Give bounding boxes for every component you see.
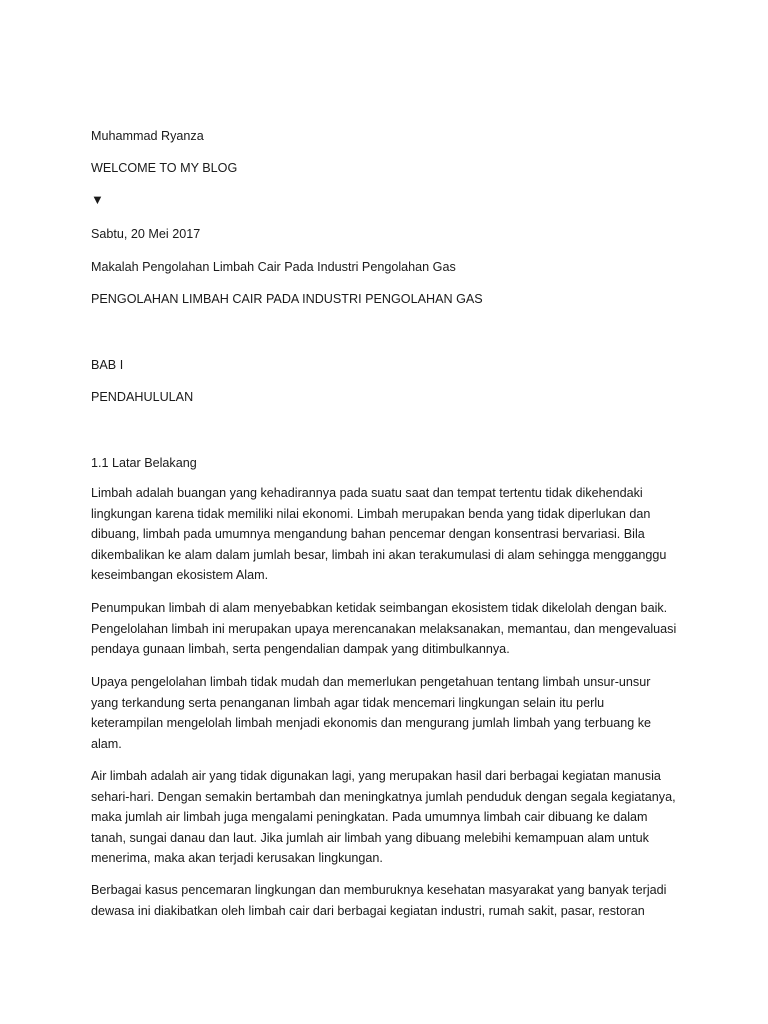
- paragraph-line: Pengelolahan limbah ini merupakan upaya merencanakan melaksanakan, memantau, dan mengevaluasi: [91, 621, 677, 636]
- paragraph-line: maka jumlah air limbah juga mengalami peningkatan. Pada umumnya limbah cair dibuang ke dalam: [91, 810, 648, 824]
- paragraph-line: Berbagai kasus pencemaran lingkungan dan memburuknya kesehatan masyarakat yang banyak terjadi: [91, 883, 667, 897]
- paragraph-line: dikembalikan ke alam dalam jumlah besar, limbah ini akan terakumulasi di alam sehingga mengganggu: [91, 547, 667, 562]
- document-title: PENGOLAHAN LIMBAH CAIR PADA INDUSTRI PENGOLAHAN GAS: [91, 292, 483, 306]
- paragraph-line: keseimbangan ekosistem Alam.: [91, 568, 269, 582]
- paragraph-line: menerima, maka akan terjadi kerusakan lingkungan.: [91, 851, 383, 865]
- section-heading: 1.1 Latar Belakang: [91, 456, 197, 470]
- paragraph-line: Upaya pengelolahan limbah tidak mudah dan memerlukan pengetahuan tentang limbah unsur-unsur: [91, 675, 651, 689]
- paragraph-line: lingkungan karena tidak memiliki nilai ekonomi. Limbah merupakan benda yang tidak diperlukan dan: [91, 506, 651, 521]
- author-name: Muhammad Ryanza: [91, 129, 204, 143]
- paragraph-3: [91, 672, 651, 754]
- paragraph-1: [91, 483, 666, 586]
- paragraph-line: sehari-hari. Dengan semakin bertambah dan meningkatnya jumlah penduduk dengan segala kegiatanya,: [91, 789, 676, 804]
- paragraph-line: tanah, sungai danau dan laut. Jika jumlah air limbah yang dibuang melebihi kemampuan alam untuk: [91, 830, 649, 845]
- paragraph-line: keterampilan mengelolah limbah menjadi ekonomis dan mengurang jumlah limbah yang terbuang ke: [91, 716, 652, 730]
- post-title: Makalah Pengolahan Limbah Cair Pada Industri Pengolahan Gas: [91, 260, 456, 274]
- chapter-title: PENDAHULULAN: [91, 390, 194, 404]
- paragraph-5: [91, 880, 666, 921]
- paragraph-line: Limbah adalah buangan yang kehadirannya pada suatu saat dan tempat tertentu tidak dikehendaki: [91, 486, 643, 500]
- post-date: Sabtu, 20 Mei 2017: [91, 227, 201, 241]
- paragraph-line: pendaya gunaan limbah, serta pengendalian dampak yang ditimbulkannya.: [91, 642, 510, 656]
- paragraph-line: Air limbah adalah air yang tidak digunakan lagi, yang merupakan hasil dari berbagai kegiatan manusia: [91, 769, 661, 783]
- paragraph-2: [91, 598, 676, 660]
- paragraph-line: dibuang, limbah pada umumnya mengandung bahan pencemar dengan konsentrasi bervariasi. Bila: [91, 527, 645, 541]
- blog-title: WELCOME TO MY BLOG: [91, 161, 238, 175]
- paragraph-line: yang terkandung serta penanganan limbah agar tidak mencemari lingkungan selain itu perlu: [91, 695, 605, 710]
- paragraph-line: dewasa ini diakibatkan oleh limbah cair dari berbagai kegiatan industri, rumah sakit, pasar, restoran: [91, 903, 645, 918]
- paragraph-line: Penumpukan limbah di alam menyebabkan ketidak seimbangan ekosistem tidak dikelolah dengan baik.: [91, 601, 668, 615]
- paragraph-4: [91, 766, 676, 869]
- dropdown-arrow-icon[interactable]: ▼: [91, 192, 104, 207]
- paragraph-line: alam.: [91, 736, 122, 751]
- chapter-number: BAB I: [91, 358, 124, 372]
